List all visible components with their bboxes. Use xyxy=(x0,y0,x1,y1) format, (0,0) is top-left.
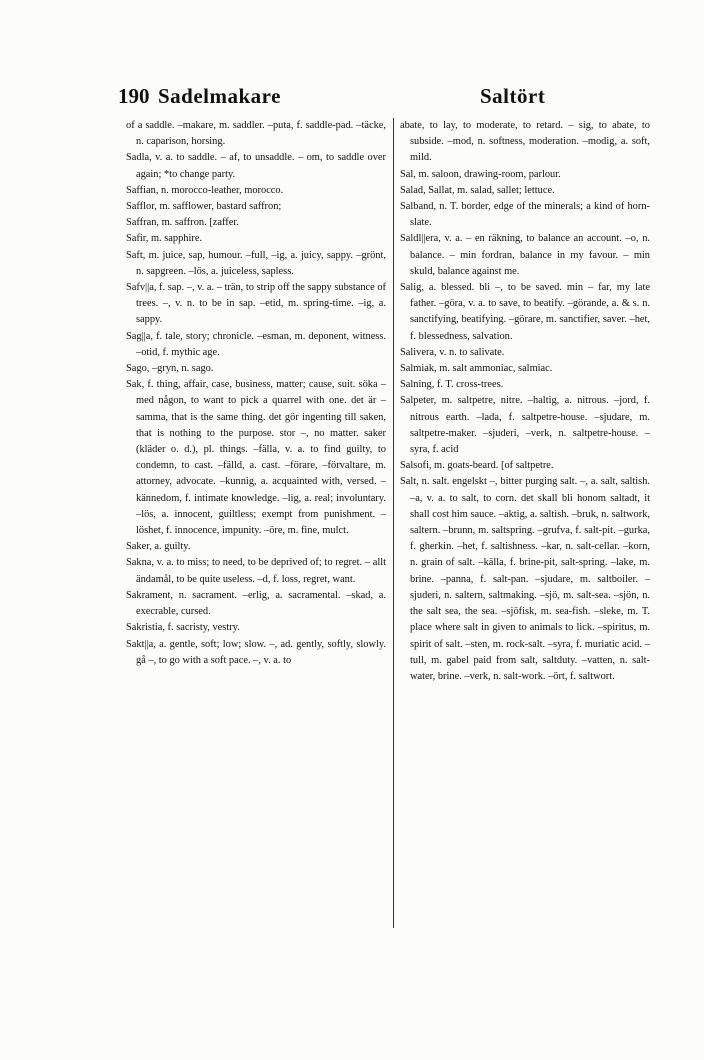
dictionary-entry: of a saddle. –makare, m. saddler. –puta, f. saddle-pad. –täcke, n. caparison, horsing. xyxy=(126,120,386,148)
dictionary-entry: Sal, m. saloon, drawing-room, parlour. xyxy=(400,168,561,180)
dictionary-entry: Sago, –gryn, n. sago. xyxy=(126,363,214,375)
dictionary-entry: Sag||a, f. tale, story; chronicle. –esman, m. deponent, witness. –otid, f. mythic age. xyxy=(126,330,386,358)
dictionary-entry: abate, to lay, to moderate, to retard. – sig, to abate, to subside. –mod, n. softness, moderation. –modig, a. soft, mild. xyxy=(400,120,650,164)
dictionary-entry: Saffran, m. saffron. [zaffer. xyxy=(126,217,239,229)
dictionary-entry: Salt, n. salt. engelskt –, bitter purging salt. –, a. salt, saltish. –a, v. a. to salt, to corn. det skall bli honom saltadt, it shall cost him sauce. –aktig, a. saltish. –bruk, n. saltwork, saltern. –brunn, m. saltspring. –grufva, f. salt-pit. –gurka, f. gherkin. –het, f. saltishness. –kar, n. salt-cellar. –korn, n. grain of salt. –källa, f. brine-pit, salt-spring. –lake, m. brine. –panna, f. salt-pan. –sjudare, m. saltboiler. –sjuderi, n. saltern, saltmaking. –sjö, m. salt-sea. –sjön, n. the salt sea, the sea. –sjöfisk, m. sea-fish. –sleke, m. T. place where salt in given to animals to lick. –spiritus, m. spirit of salt. –sten, m. rock-salt. –syra, f. muriatic acid. –tull, m. gabel paid from salt, saltduty. –vatten, n. salt-water, brine. –verk, n. salt-work. –ört, f. saltwort. xyxy=(400,476,650,682)
left-column xyxy=(126,118,386,669)
dictionary-entry: Safir, m. sapphire. xyxy=(126,233,203,245)
dictionary-entry: Safflor, m. safflower, bastard saffron; xyxy=(126,201,282,213)
dictionary-entry: Salmiak, m. salt ammoniac, salmiac. xyxy=(400,363,553,375)
dictionary-entry: Salivera, v. n. to salivate. xyxy=(400,346,505,358)
dictionary-entry: Safv||a, f. sap. –, v. a. – trän, to strip off the sappy substance of trees. –, v. n. to be in sap. –etid, m. spring-time. –ig, a. sappy. xyxy=(126,282,386,326)
right-guide-word: Saltört xyxy=(480,84,546,108)
dictionary-entry: Saldl||era, v. a. – en räkning, to balance an account. –o, n. balance. – min fordran, balance in my favour. – min skuld, balance against me. xyxy=(400,233,650,277)
dictionary-entry: Sakt||a, a. gentle, soft; low; slow. –, ad. gently, softly, slowly. gå –, to go with a soft pace. –, v. a. to xyxy=(126,638,386,666)
dictionary-entry: Sak, f. thing, affair, case, business, matter; cause, suit. söka – med någon, to want to pick a quarrel with one. det är – samma, that is the same thing. det gör ingenting till saken, that is nothing to the purpose. stor –, no matter. saker (kläder o. d.), pl. things. –fälla, v. a. to find guilty, to condemn, to cast. –fälld, a. cast. –förare, –förvaltare, m. attorney, advocate. –kunnig, a. acquainted with, versed. –kännedom, f. intimate knowledge. –lig, a. real; involuntary. –lös, a. innocent, guiltless; exempt from punishment. –löshet, f. innocence, impunity. –öre, m. fine, mulct. xyxy=(126,379,386,537)
right-column xyxy=(400,118,650,685)
dictionary-entry: Salsofi, m. goats-beard. [of saltpetre. xyxy=(400,460,554,472)
column-divider xyxy=(393,118,394,928)
dictionary-entry: Salig, a. blessed. bli –, to be saved. min – far, my late father. –göra, v. a. to save, to beatify. –görande, a. & s. n. sanctifying, beatifying. –görare, m. sanctifier, saver. –het, f. blessedness, salvation. xyxy=(400,282,650,342)
dictionary-entry: Saker, a. guilty. xyxy=(126,541,191,553)
dictionary-entry: Sakrament, n. sacrament. –erlig, a. sacramental. –skad, a. execrable, cursed. xyxy=(126,589,386,618)
dictionary-entry: Sakna, v. a. to miss; to need, to be deprived of; to regret. – allt ändamål, to be quite useless. –d, f. loss, regret, want. xyxy=(126,557,386,585)
dictionary-entry: Salad, Sallat, m. salad, sallet; lettuce. xyxy=(400,184,555,196)
left-guide-word: Sadelmakare xyxy=(158,84,281,108)
dictionary-entry: Salning, f. T. cross-trees. xyxy=(400,379,504,391)
page-number: 190 xyxy=(118,84,150,108)
dictionary-entry: Salpeter, m. saltpetre, nitre. –haltig, a. nitrous. –jord, f. nitrous earth. –lada, f. saltpetre-house. –sjudare, m. saltpetre-maker. –sjuderi, –verk, n. saltpetre-house. –syra, f. acid xyxy=(400,395,650,456)
dictionary-entry: Sakristia, f. sacristy, vestry. xyxy=(126,622,240,634)
dictionary-entry: Salband, n. T. border, edge of the minerals; a kind of horn-slate. xyxy=(400,201,650,229)
page-header xyxy=(118,84,548,114)
dictionary-entry: Sadla, v. a. to saddle. – af, to unsaddle. – om, to saddle over again; *to change party. xyxy=(126,152,386,180)
dictionary-entry: Saffian, n. morocco-leather, morocco. xyxy=(126,184,284,196)
dictionary-entry: Saft, m. juice, sap, humour. –full, –ig, a. juicy, sappy. –grönt, n. sapgreen. –lös, a. juiceless, sapless. xyxy=(126,249,386,277)
